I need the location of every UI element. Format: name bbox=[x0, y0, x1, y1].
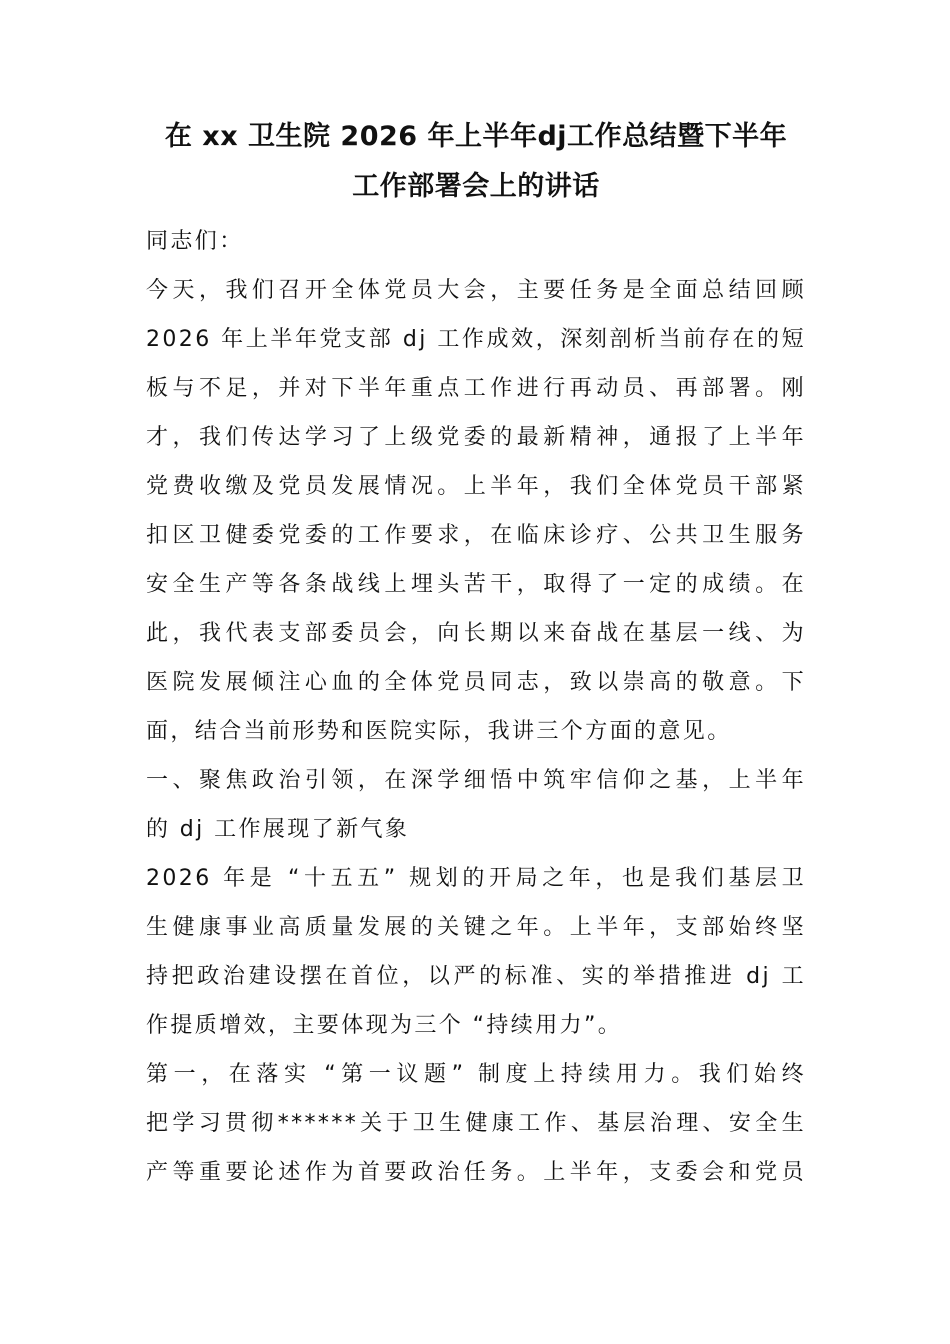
document-body bbox=[146, 217, 806, 1197]
document-title bbox=[146, 112, 806, 212]
text-line: 今天，我们召开全体党员大会，主要任务是全面总结回顾 bbox=[146, 278, 806, 303]
text-line: 第一，在落实 “第一议题” 制度上持续用力。我们始终 bbox=[146, 1062, 806, 1087]
document-page bbox=[146, 112, 806, 1197]
text-line: 2026 年上半年党支部 dj 工作成效，深刻剖析当前存在的短 bbox=[146, 327, 806, 352]
text-line: 持把政治建设摆在首位，以严的标准、实的举措推进 dj 工 bbox=[146, 964, 806, 989]
title-line-1: 在 xx 卫生院 2026 年上半年dj工作总结暨下半年 bbox=[164, 121, 788, 152]
text-line: 才，我们传达学习了上级党委的最新精神，通报了上半年 bbox=[146, 425, 806, 450]
text-line: 作提质增效，主要体现为三个 “持续用力”。 bbox=[146, 1013, 623, 1038]
text-line: 2026 年是 “十五五” 规划的开局之年，也是我们基层卫 bbox=[146, 866, 806, 891]
text-line: 安全生产等各条战线上埋头苦干，取得了一定的成绩。在 bbox=[146, 572, 806, 597]
text-line: 一、聚焦政治引领，在深学细悟中筑牢信仰之基，上半年 bbox=[146, 768, 806, 793]
text-line: 党费收缴及党员发展情况。上半年，我们全体党员干部紧 bbox=[146, 474, 806, 499]
text-line: 此，我代表支部委员会，向长期以来奋战在基层一线、为 bbox=[146, 621, 806, 646]
text-line: 的 dj 工作展现了新气象 bbox=[146, 817, 410, 842]
text-line: 板与不足，并对下半年重点工作进行再动员、再部署。刚 bbox=[146, 376, 806, 401]
text-line: 产等重要论述作为首要政治任务。上半年，支委会和党员 bbox=[146, 1160, 806, 1185]
text-line: 面，结合当前形势和医院实际，我讲三个方面的意见。 bbox=[146, 719, 732, 744]
text-line: 把学习贯彻******关于卫生健康工作、基层治理、安全生 bbox=[146, 1111, 806, 1136]
text-line: 医院发展倾注心血的全体党员同志，致以崇高的敬意。下 bbox=[146, 670, 806, 695]
text-line: 扣区卫健委党委的工作要求，在临床诊疗、公共卫生服务 bbox=[146, 523, 806, 548]
title-line-2: 工作部署会上的讲话 bbox=[352, 171, 600, 202]
text-line: 同志们： bbox=[146, 229, 244, 254]
text-line: 生健康事业高质量发展的关键之年。上半年，支部始终坚 bbox=[146, 915, 806, 940]
